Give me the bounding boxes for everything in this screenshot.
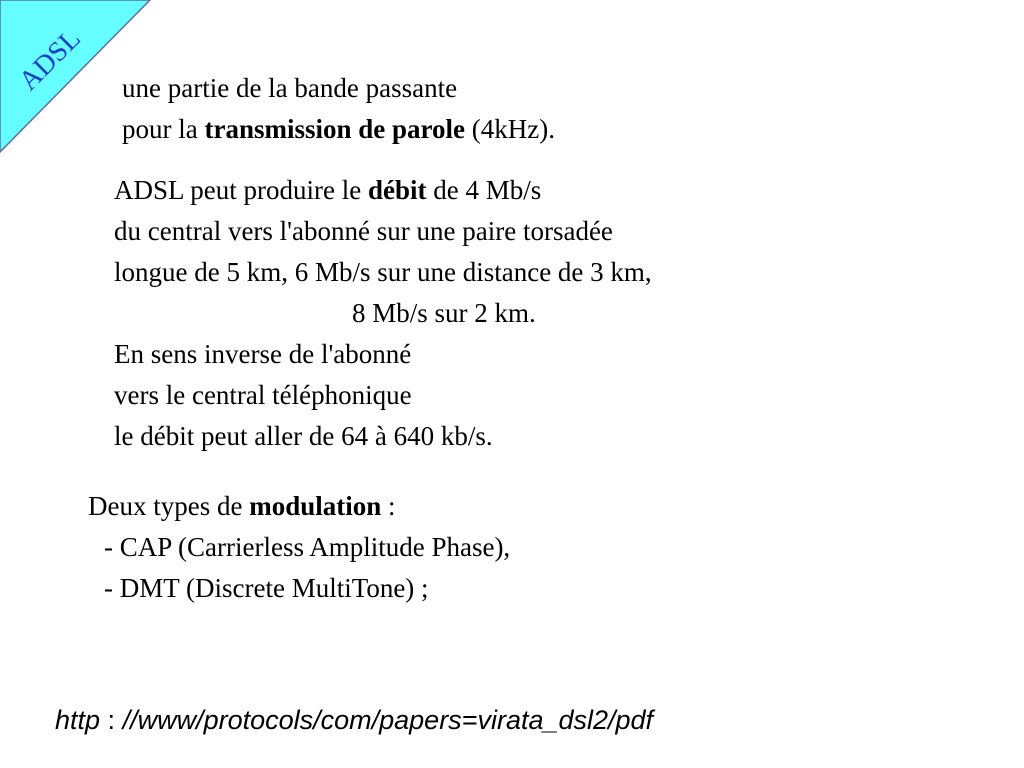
modulation-heading: [88, 490, 396, 522]
rates-line-6: [114, 379, 412, 411]
modulation-heading-bold: modulation: [249, 491, 382, 521]
modulation-item-cap: [104, 531, 510, 563]
rates-line-1-pre: ADSL peut produire le: [114, 175, 368, 205]
rates-line-5: [114, 338, 411, 370]
modulation-item-cap-text: - CAP (Carrierless Amplitude Phase),: [104, 532, 511, 562]
intro-line-2-bold: transmission de parole: [204, 114, 466, 144]
intro-line-1-text: une partie de la bande passante: [122, 73, 458, 103]
url-scheme: http: [55, 705, 101, 735]
rates-line-1: [114, 174, 541, 206]
rates-line-3-text: longue de 5 km, 6 Mb/s sur une distance de 3 km,: [114, 257, 652, 287]
intro-line-2-post: (4kHz).: [465, 114, 555, 144]
rates-line-5-text: En sens inverse de l'abonné: [114, 339, 412, 369]
rates-line-4-text: 8 Mb/s sur 2 km.: [352, 298, 536, 328]
reference-url: [55, 704, 653, 736]
rates-line-1-post: de 4 Mb/s: [426, 175, 542, 205]
modulation-heading-post: :: [381, 491, 396, 521]
intro-line-2-pre: pour la: [122, 114, 205, 144]
url-separator: :: [100, 705, 123, 735]
rates-line-2: [114, 215, 613, 247]
url-path: //www/protocols/com/papers=virata_dsl2/pdf: [122, 705, 654, 735]
corner-tag-label: ADSL: [13, 23, 87, 97]
rates-line-3: [114, 256, 652, 288]
modulation-heading-pre: Deux types de: [88, 491, 250, 521]
intro-line-1: [122, 72, 457, 104]
rates-line-2-text: du central vers l'abonné sur une paire torsadée: [114, 216, 613, 246]
modulation-item-dmt: [104, 572, 429, 604]
rates-line-7: [114, 420, 493, 452]
rates-line-1-bold: débit: [367, 175, 427, 205]
intro-line-2: [122, 113, 555, 145]
modulation-item-dmt-text: - DMT (Discrete MultiTone) ;: [104, 573, 429, 603]
rates-line-4: [352, 297, 536, 329]
rates-line-7-text: le débit peut aller de 64 à 640 kb/s.: [114, 421, 493, 451]
rates-line-6-text: vers le central téléphonique: [114, 380, 412, 410]
